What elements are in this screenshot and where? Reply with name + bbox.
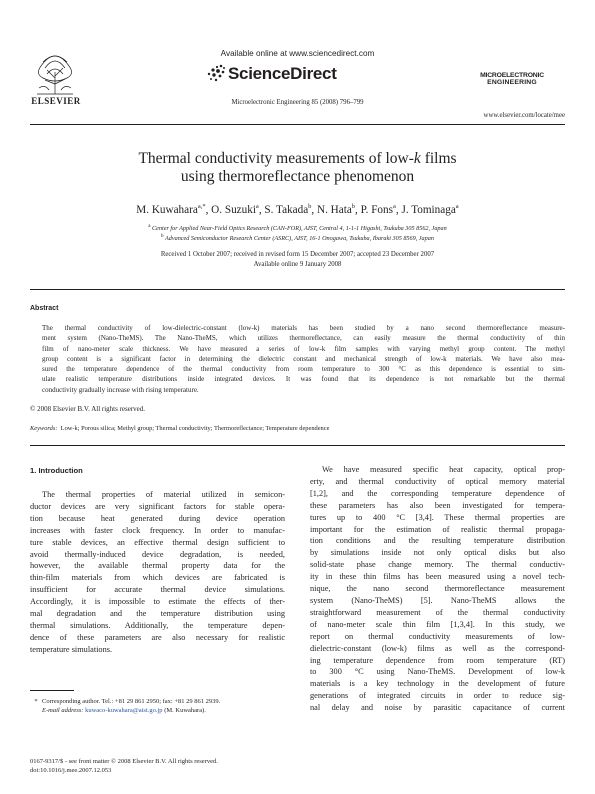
header-rule <box>30 124 565 125</box>
body-line: dielectric-constant (low-k) films as well as the correspond- <box>310 643 565 653</box>
body-line: these parameters has also been investigated for tempera- <box>310 500 565 510</box>
body-line: tion because heat generated during device operation <box>30 513 285 523</box>
abstract-line: ment system (Nano-TheMS). The Nano-TheMS, which utilizes thermoreflectance, can easily measure the thermal conductivity of thin <box>42 334 565 343</box>
article-title <box>60 150 535 186</box>
keywords <box>30 425 329 432</box>
author-name[interactable]: N. Hata <box>317 204 352 216</box>
abstract-heading: Abstract <box>30 305 59 312</box>
body-line: increases with faster clock frequency. In order to manufac- <box>30 525 285 535</box>
body-line: generations of integrated circuits in order to reduce sig- <box>310 691 565 701</box>
sciencedirect-dots-icon <box>205 63 227 83</box>
issn-line: 0167-9317/$ - see front matter © 2008 Elsevier B.V. All rights reserved. <box>30 758 218 765</box>
journal-citation: Microelectronic Engineering 85 (2008) 796–799 <box>231 99 364 106</box>
title-line2: using thermoreflectance phenomenon <box>180 168 415 185</box>
journal-logo <box>470 72 554 86</box>
author-name[interactable]: O. Suzuki <box>211 204 256 216</box>
abstract-line: The thermal conductivity of low-dielectric-constant (low-k) materials has been studied by a nano second thermoreflectance measure- <box>42 324 565 332</box>
body-line: however, the available thermal property data for the <box>30 561 285 571</box>
body-line: report on thermal conductivity measurements of low- <box>310 631 565 641</box>
abstract-body <box>30 323 565 395</box>
title-part1-end: films <box>420 150 457 167</box>
keywords-list: Low-k; Porous silica; Methyl group; Thermal conductivity; Thermoreflectance; Temperature dependence <box>60 425 330 432</box>
abstract-line: group content is a significant factor in determining the dielectric constant and mechanical strength of low-k materials. We have also mea- <box>42 354 565 363</box>
intro-left-column <box>30 489 285 656</box>
body-line: system (Nano-TheMS) [5]. Nano-TheMS allows the <box>310 595 565 605</box>
author-name[interactable]: J. Tominaga <box>401 204 456 216</box>
abstract-line: sured the temperature dependence of the thermal conductivity from room temperature to 300 °C as this dependence is essential to sim- <box>42 365 565 374</box>
email-suffix: (M. Kuwahara). <box>164 707 206 714</box>
affiliation-mark: a <box>148 224 151 229</box>
author-affil-mark: b <box>351 203 356 210</box>
author-affil-mark: b <box>308 203 312 210</box>
title-part1: Thermal conductivity measurements of low- <box>138 150 414 167</box>
author-affil-mark: a <box>455 203 459 210</box>
affiliation-text: Advanced Semiconductor Research Center (ASRC), AIST, 16-1 Onogawa, Tsukuba, Ibaraki 305 8569, Japan <box>164 235 434 242</box>
body-line: [1,2], and the corresponding temperature dependence of <box>310 488 565 498</box>
doi-link[interactable]: doi:10.1016/j.mee.2007.12.053 <box>30 767 112 774</box>
corresponding-author-footnote <box>30 697 285 715</box>
body-line: important for the estimation of realistic thermal propaga- <box>310 524 565 534</box>
author-affil-mark: a <box>392 203 396 210</box>
body-line: thermal simulations. Additionally, the temperature depen- <box>30 620 285 630</box>
keywords-label: Keywords: <box>30 425 58 432</box>
affiliation-a <box>30 224 565 232</box>
available-online-text: Available online at www.sciencedirect.com <box>220 49 375 58</box>
body-line: We have measured specific heat capacity, optical prop- <box>322 465 565 474</box>
abstract-line: film of nano-meter scale thickness. We have measured a series of low-k film samples with varying methyl group content. The methyl <box>42 344 565 353</box>
email-label: E-mail address: <box>42 707 84 714</box>
body-line: avoid thermally-induced device degradation, is needed, <box>30 549 285 559</box>
author-affil-mark: a <box>255 203 259 210</box>
email-link[interactable]: kuwaco-kuwahara@aist.go.jp <box>85 707 163 714</box>
journal-url-link[interactable]: www.elsevier.com/locate/mee <box>483 112 565 119</box>
section-heading-introduction: 1. Introduction <box>30 466 83 475</box>
footnote-contact: Corresponding author. Tel.: +81 29 861 2950; fax: +81 29 861 2939. <box>42 698 221 705</box>
intro-right-column <box>310 464 565 714</box>
affiliation-text: Center for Applied Near-Field Optics Research (CAN-FOR), AIST, Central 4, 1-1-1 Higashi, Tsukuba 305 8562, Japan <box>152 225 447 232</box>
page-footer <box>30 757 218 775</box>
received-dates: Received 1 October 2007; received in revised form 15 December 2007; accepted 23 December 2007 <box>160 251 435 258</box>
abstract-line: ulate realistic temperature distributions inside integrated devices. It was found that its dependence is not remarkable but the thermal <box>42 375 565 384</box>
body-line: of nano-meter scale thin film [1,3,4]. In this study, we <box>310 619 565 629</box>
affiliation-b <box>30 234 565 242</box>
body-line: tures up to 400 °C [3,4]. These thermal properties are <box>310 512 565 522</box>
body-line: mal degradation and the temperature distribution using <box>30 609 285 619</box>
body-line: materials is a key technology in the development of future <box>310 679 565 689</box>
affiliation-mark: b <box>161 234 164 239</box>
author-name[interactable]: S. Takada <box>264 204 309 216</box>
copyright-notice: © 2008 Elsevier B.V. All rights reserved. <box>30 405 146 413</box>
author-name[interactable]: M. Kuwahara <box>136 204 198 216</box>
body-line: ity in these thin films has been measured using a novel tech- <box>310 572 565 582</box>
body-line: nal delay and noise by parasitic capacitance of current <box>310 703 565 713</box>
author-list: M. Kuwahara$^{a,*}$, O. Suzuki$^a$, S. Takada$^b$, N. Hata$^b$, P. Fons$^a$, J. Tominaga$^a$ <box>136 203 459 216</box>
body-line: ture stable devices, an effective thermal design sufficient to <box>30 537 285 547</box>
journal-logo-line1: MICROELECTRONIC <box>480 72 544 79</box>
title-k: k <box>413 150 421 167</box>
body-line: ductor devices are very significant factors for stable opera- <box>30 501 285 511</box>
body-line: temperature simulations. <box>30 644 113 654</box>
publisher-name: ELSEVIER <box>31 96 81 106</box>
footnote-rule <box>30 690 74 691</box>
body-line: dence of these parameters are also necessary for realistic <box>30 632 285 642</box>
abstract-bottom-rule <box>30 445 565 446</box>
body-line: The thermal properties of material utilized in semicon- <box>42 490 285 499</box>
author-affil-mark: a,* <box>197 203 206 210</box>
body-line: tion conditions and the resulting temperature distribution <box>310 536 565 546</box>
body-line: erty, and thermal conductivity of optical memory material <box>310 476 565 486</box>
body-line: straightforward measurement of the thermal conductivity <box>310 607 565 617</box>
body-line: to 300 °C using Nano-TheMS. Development of low-k <box>310 667 565 677</box>
sciencedirect-brand: ScienceDirect <box>228 64 337 83</box>
body-line: thin-film materials from which devices are fabricated is <box>30 573 285 583</box>
abstract-line: conductivity gradually increase with rising temperature. <box>42 385 199 394</box>
available-online-date: Available online 9 January 2008 <box>253 261 342 268</box>
body-line: insufficient for accurate thermal device simulations. <box>30 585 285 595</box>
body-line: by simulations inside not only optical disks but also <box>310 548 565 558</box>
journal-logo-line2: ENGINEERING <box>487 79 537 86</box>
body-line: solid-state phase change memory. The thermal conductiv- <box>310 560 565 570</box>
body-line: nique, the nano second thermoreflectance measurement <box>310 584 565 594</box>
abstract-top-rule <box>30 289 565 290</box>
author-name[interactable]: P. Fons <box>360 204 393 216</box>
body-line: Accordingly, it is impossible to estimate the effects of ther- <box>30 597 285 607</box>
footnote-star: * <box>34 698 38 705</box>
body-line: ing temperature dependence from room temperature (RT) <box>310 655 565 665</box>
